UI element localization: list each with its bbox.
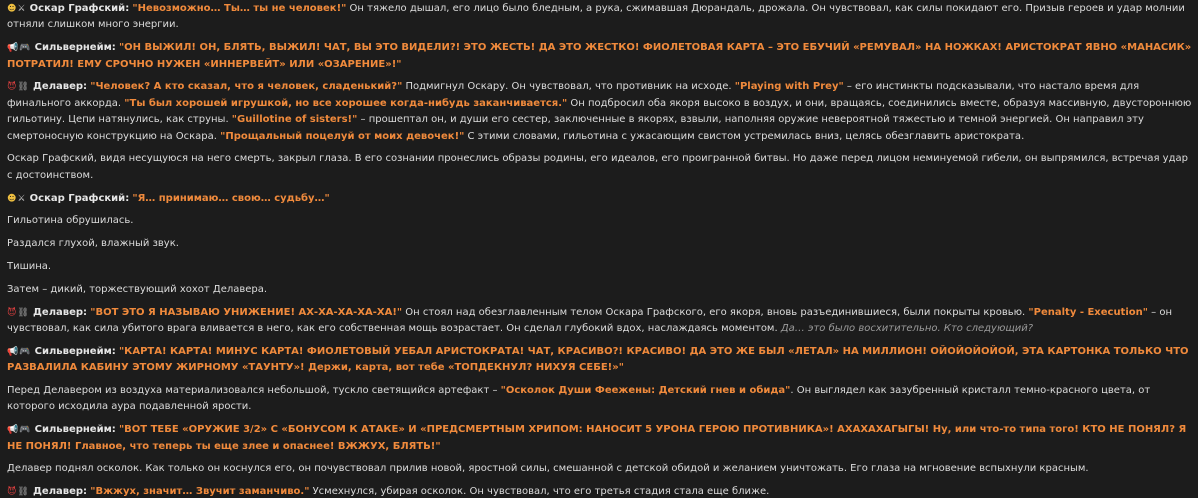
message-silver-1 xyxy=(7,40,1194,73)
dialogue-quote: "Прощальный поцелуй от моих девочек!" xyxy=(220,130,465,142)
message-oskar-2 xyxy=(7,191,1194,207)
narration-paragraph: Оскар Графский, видя несущуюся на него смерть, закрыл глаза. В его сознании пронеслись образы родины, его идеалов, его проигранной битвы. Но даже перед лицом неминуемой гибели, он выпрямился, встречая удар с достоинством. xyxy=(7,153,1188,181)
narration-text: . Он выглядел как зазубренный кристалл темно-красного цвета, от которого исходила аура подавленной ярости. xyxy=(7,385,1151,413)
message-delaver-2 xyxy=(7,305,1194,338)
skill-name: "Guillotine of sisters!" xyxy=(231,114,358,126)
chains-icon: ⛓ xyxy=(17,307,29,318)
narration-text: Он подбросил оба якоря высоко в воздух, и они, вращаясь, соединились вместе, образуя массивную, двустороннюю гильотину. Цепи натянулись, как струны. xyxy=(7,97,1192,126)
gamepad-icon: 🎮 xyxy=(19,425,31,436)
smile-emoji-icon: ☻ xyxy=(7,4,17,14)
smile-emoji-icon: ☻ xyxy=(7,193,17,204)
narration-text: Усмехнулся, убирая осколок. Он чувствовал, что его третья стадия стала еще ближе. xyxy=(309,486,770,498)
gamepad-icon: 🎮 xyxy=(19,43,31,54)
speaker-name: Делавер: xyxy=(33,81,88,93)
dialogue-quote: "Невозможно… Ты… ты не человек!" xyxy=(132,3,347,14)
inner-thought: Да… это было восхитительно. Кто следующий? xyxy=(780,323,1034,335)
crossed-swords-icon: ⚔ xyxy=(17,4,26,14)
narration-paragraph: Тишина. xyxy=(7,261,52,273)
speaker-name: Сильвернейм: xyxy=(34,424,116,436)
speaker-name: Оскар Графский: xyxy=(29,192,130,204)
narration-text: Он тяжело дышал, его лицо было бледным, а рука, сжимавшая Дюрандаль, дрожала. Он чувствовал, как силы покидают его. Призыв героев и удар молнии отняли слишком много энергии. xyxy=(7,3,1185,31)
narration-paragraph xyxy=(7,383,1194,416)
skill-name: "Playing with Prey" xyxy=(734,81,844,93)
devil-emoji-icon: 😈 xyxy=(7,487,17,498)
speaker-name: Оскар Графский: xyxy=(29,3,130,14)
dialogue-quote: "КАРТА! КАРТА! МИНУС КАРТА! ФИОЛЕТОВЫЙ УЕБАЛ АРИСТОКРАТА! ЧАТ, КРАСИВО?! КРАСИВО! ДА ЭТО ЖЕ БЫЛ «ЛЕТАЛ» НА МИЛЛИОН! ОЙОЙОЙОЙОЙ, ЭТА КАРТОНКА ТОЛЬКО ЧТО РАЗВАЛИЛА КАБИНУ ЭТОМУ ЖИРНОМУ «ТАУНТУ»! Держи, карта, вот тебе «ТОПДЕКНУЛ? НИХУЯ СЕБЕ!»" xyxy=(7,345,1189,374)
dialogue-quote: "Я… принимаю… свою… судьбу…" xyxy=(132,192,330,204)
narration-paragraph: Делавер поднял осколок. Как только он коснулся его, он почувствовал прилив новой, яростной силы, смешанной с детской обидой и желанием уничтожать. Его глаза на мгновение вспыхнули красным. xyxy=(7,463,1089,475)
dialogue-quote: "Вжжух, значит… Звучит заманчиво." xyxy=(90,486,310,498)
narration-text: Подмигнул Оскару. Он чувствовал, что противник на исходе. xyxy=(402,81,735,93)
crossed-swords-icon: ⚔ xyxy=(17,193,26,204)
narration-text: Перед Делавером из воздуха материализовался небольшой, тускло светящийся артефакт – xyxy=(7,385,501,397)
megaphone-icon: 📢 xyxy=(7,43,19,54)
megaphone-icon: 📢 xyxy=(7,425,19,436)
narration-text: С этими словами, гильотина с ужасающим свистом устремилась вниз, целясь обезглавить аристократа. xyxy=(464,130,1025,142)
dialogue-quote: "ОН ВЫЖИЛ! ОН, БЛЯТЬ, ВЫЖИЛ! ЧАТ, ВЫ ЭТО ВИДЕЛИ?! ЭТО ЖЕСТЬ! ДА ЭТО ЖЕСТКО! ФИОЛЕТОВАЯ КАРТА – ЭТО ЕБУЧИЙ «РЕМУВАЛ» НА НОЖКАХ! АРИСТОКРАТ ЯВНО «МАНАСИК» ПОТРАТИЛ! ЕМУ СРОЧНО НУЖЕН «ИННЕРВЕЙТ» ИЛИ «ОЗАРЕНИЕ»!" xyxy=(7,42,1192,70)
gamepad-icon: 🎮 xyxy=(19,346,31,357)
message-silver-3 xyxy=(7,422,1194,455)
message-silver-2 xyxy=(7,344,1194,377)
skill-name: "Penalty - Execution" xyxy=(1028,306,1148,318)
dialogue-quote: "Человек? А кто сказал, что я человек, сладенький?" xyxy=(90,81,403,93)
narration-paragraph: Гильотина обрушилась. xyxy=(7,215,134,227)
speaker-name: Сильвернейм: xyxy=(34,345,116,357)
chains-icon: ⛓ xyxy=(17,82,29,93)
message-delaver-3 xyxy=(7,484,1194,498)
narration-paragraph: Раздался глухой, влажный звук. xyxy=(7,238,179,250)
devil-emoji-icon: 😈 xyxy=(7,82,17,93)
speaker-name: Сильвернейм: xyxy=(34,42,116,54)
megaphone-icon: 📢 xyxy=(7,346,19,357)
narration-text: – его инстинкты подсказывали, что настало время для финального аккорда. xyxy=(7,81,1140,109)
narration-text: – прошептал он, и души его сестер, заключенные в якорях, взвыли, наполняя оружие невероятной тяжестью и темной энергией. Он направил эту смертоносную конструкцию на Оскара. xyxy=(7,114,1144,142)
narration-text: Он стоял над обезглавленным телом Оскара Графского, его якоря, вновь разъединившиеся, были покрыты кровью. xyxy=(402,306,1029,318)
narration-text: – он чувствовал, как сила убитого врага вливается в него, как его собственная мощь возрастает. Он сделал глубокий вдох, наслаждаясь моментом. xyxy=(7,306,1172,335)
devil-emoji-icon: 😈 xyxy=(7,307,17,318)
message-oskar-1 xyxy=(7,1,1194,34)
narration-paragraph: Затем – дикий, торжествующий хохот Делавера. xyxy=(7,283,268,295)
dialogue-quote: "ВОТ ЭТО Я НАЗЫВАЮ УНИЖЕНИЕ! АХ-ХА-ХА-ХА-ХА!" xyxy=(90,306,403,318)
artifact-name: "Осколок Души Феежены: Детский гнев и обида" xyxy=(500,385,791,397)
message-delaver-1 xyxy=(7,79,1194,145)
speaker-name: Делавер: xyxy=(33,306,88,318)
dialogue-quote: "ВОТ ТЕБЕ «ОРУЖИЕ 3/2» С «БОНУСОМ К АТАКЕ» И «ПРЕДСМЕРТНЫМ ХРИПОМ: НАНОСИТ 5 УРОНА ГЕРОЮ ПРОТИВНИКА»! АХАХАХАГЫГЫ! Ну, или что-то типа того! КТО НЕ ПОНЯЛ? Я НЕ ПОНЯЛ! Главное, что теперь ты еще злее и опаснее! ВЖЖУХ, БЛЯТЬ!" xyxy=(7,424,1187,452)
speaker-name: Делавер: xyxy=(33,486,88,498)
chains-icon: ⛓ xyxy=(17,487,29,498)
dialogue-quote: "Ты был хорошей игрушкой, но все хорошее когда-нибудь заканчивается." xyxy=(124,97,568,109)
